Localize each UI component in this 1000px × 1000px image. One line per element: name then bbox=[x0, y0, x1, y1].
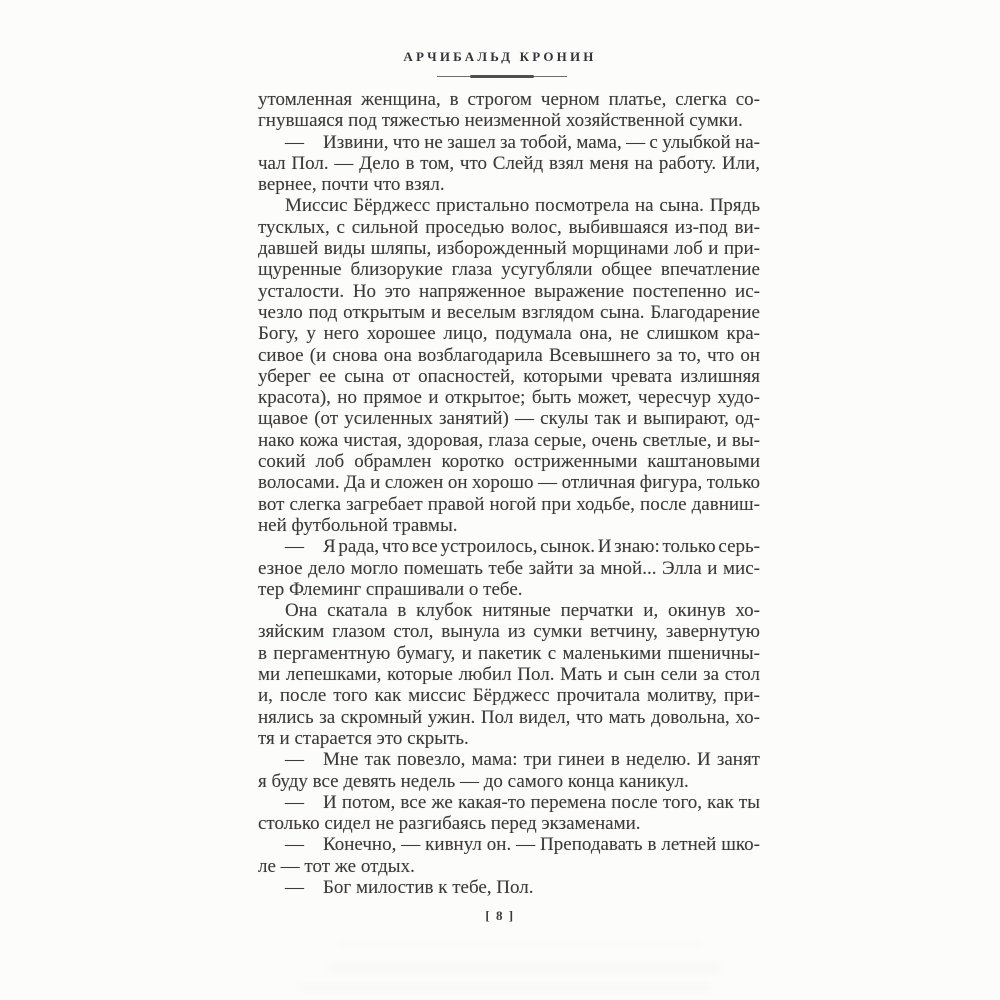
page-number: [ 8 ] bbox=[485, 908, 515, 923]
text-line: Богу, у него хорошее лицо, подумала она, не слишком кра- bbox=[258, 323, 760, 345]
text-line: ми лепешками, которые любил Пол. Мать и сын сели за стол bbox=[258, 664, 760, 686]
text-line: тя и старается это скрыть. bbox=[258, 727, 469, 749]
header-rule-ornament bbox=[437, 76, 567, 77]
page-showthrough-smudge bbox=[300, 985, 710, 990]
text-line: сивое (и снова она возблагодарила Всевышнего за то, что он bbox=[258, 344, 760, 366]
text-line: — Мне так повезло, мама: три гинеи в неделю. И занят bbox=[285, 749, 760, 771]
text-line: — Я рада, что все устроилось, сынок. И знаю: только серь- bbox=[285, 536, 760, 558]
text-line: вернее, почти что взял. bbox=[258, 174, 445, 196]
text-line: гнувшаяся под тяжестью неизменной хозяйственной сумки. bbox=[258, 110, 743, 132]
text-line: сокий лоб обрамлен коротко остриженными каштановыми bbox=[258, 451, 760, 473]
text-line: — Бог милостив к тебе, Пол. bbox=[285, 876, 534, 898]
text-line: красота), но прямое и открытое; быть может, чересчур худо- bbox=[258, 387, 760, 409]
text-line: щавое (от усиленных занятий) — скулы так и выпирают, од- bbox=[258, 408, 760, 430]
text-line: столько сидел не разгибаясь перед экзаменами. bbox=[258, 813, 641, 835]
running-header: АРЧИБАЛЬД КРОНИН bbox=[403, 49, 597, 64]
text-line: чезло под открытым и веселым взглядом сына. Благодарение bbox=[258, 301, 760, 323]
text-line: вот слегка загребает правой ногой при ходьбе, после давниш- bbox=[258, 493, 760, 515]
text-line: я буду все девять недель — до самого конца каникул. bbox=[258, 770, 689, 792]
text-line: и, после того как миссис Бёрджесс прочитала молитву, при- bbox=[258, 685, 760, 707]
text-line: — И потом, все же какая-то перемена после того, как ты bbox=[285, 791, 760, 813]
text-line: — Извини, что не зашел за тобой, мама, — с улыбкой на- bbox=[285, 131, 760, 153]
text-line: тер Флеминг спрашивали о тебе. bbox=[258, 578, 523, 600]
text-line: зяйским глазом стол, вынула из сумки ветчину, завернутую bbox=[258, 621, 760, 643]
text-line: усталости. Но это напряженное выражение постепенно ис- bbox=[258, 280, 760, 302]
text-line: щуренные близорукие глаза усугубляли общее впечатление bbox=[258, 259, 760, 281]
text-line: утомленная женщина, в строгом черном платье, слегка со- bbox=[258, 89, 760, 110]
text-line: Она скатала в клубок нитяные перчатки и, окинув хо- bbox=[285, 600, 760, 622]
text-line: — Конечно, — кивнул он. — Преподавать в летней шко- bbox=[285, 834, 760, 856]
text-line: ней футбольной травмы. bbox=[258, 514, 458, 536]
page-showthrough-smudge bbox=[330, 965, 720, 971]
text-line: ле — тот же отдых. bbox=[258, 855, 415, 877]
page-showthrough-smudge bbox=[340, 942, 700, 946]
text-line: тусклых, с сильной проседью волос, выбившаяся из-под ви- bbox=[258, 216, 760, 238]
text-line: езное дело могло помешать тебе зайти за мной... Элла и мис- bbox=[258, 557, 760, 579]
text-line: нялись за скромный ужин. Пол видел, что мать довольна, хо- bbox=[258, 706, 760, 728]
text-line: в пергаментную бумагу, и пакетик с маленькими пшеничны- bbox=[258, 642, 760, 664]
text-line: уберег ее сына от опасностей, которыми чревата излишняя bbox=[258, 365, 760, 387]
text-line: нако кожа чистая, здоровая, глаза серые, очень светлые, и вы- bbox=[258, 429, 760, 451]
text-line: волосами. Да и сложен он хорошо — отличная фигура, только bbox=[258, 472, 760, 494]
text-block bbox=[258, 89, 760, 898]
text-line: давшей виды шляпы, изборожденный морщинами лоб и при- bbox=[258, 238, 760, 260]
text-line: чал Пол. — Дело в том, что Слейд взял меня на работу. Или, bbox=[258, 152, 760, 174]
text-line: Миссис Бёрджесс пристально посмотрела на сына. Прядь bbox=[285, 195, 760, 217]
header-rule-center bbox=[470, 75, 534, 78]
